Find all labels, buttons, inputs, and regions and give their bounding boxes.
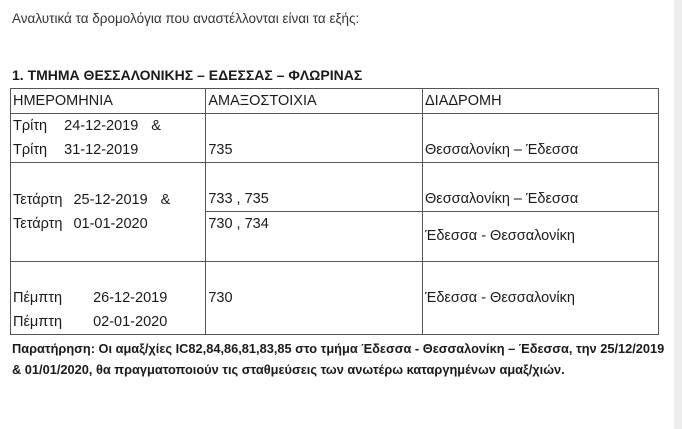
train-cell: 730 — [206, 262, 423, 335]
date-line: Πέμπτη 26-12-2019 — [13, 290, 168, 306]
page-edge-strip — [674, 0, 682, 429]
date-line: Πέμπτη 02-01-2020 — [13, 314, 168, 330]
header-route: ΔΙΑΔΡΟΜΗ — [422, 89, 658, 114]
remark-note: Παρατήρηση: Οι αμαξ/χίες IC82,84,86,81,83,85 στο τμήμα Έδεσσα - Θεσσαλονίκη – Έδεσσα, την 25/12/2019 & 01/01/2020, θα πραγματοποιούν τις σταθμεύσεις των ανωτέρω καταργημένων αμαξ/χιών. — [12, 341, 665, 377]
table-row — [11, 163, 659, 212]
train-cell: 733 , 735 — [206, 163, 423, 212]
route-cell: Θεσσαλονίκη – Έδεσσα — [422, 163, 658, 212]
date-cell — [11, 262, 206, 335]
train-cell: 730 , 734 — [206, 212, 423, 262]
date-cell — [11, 163, 206, 262]
intro-text: Αναλυτικά τα δρομολόγια που αναστέλλονται είναι τα εξής: — [12, 11, 360, 26]
section-heading: 1. ΤΜΗΜΑ ΘΕΣΣΑΛΟΝΙΚΗΣ – ΕΔΕΣΣΑΣ – ΦΛΩΡΙΝΑΣ — [12, 67, 363, 83]
route-cell: Έδεσσα - Θεσσαλονίκη — [422, 262, 658, 335]
table-header-row — [11, 89, 659, 114]
header-train: ΑΜΑΞΟΣΤΟΙΧΙΑ — [206, 89, 423, 114]
date-line: Τετάρτη 01-01-2020 — [13, 216, 148, 232]
date-cell — [11, 114, 206, 163]
date-line: Τετάρτη 25-12-2019 & — [13, 192, 171, 208]
table-row — [11, 262, 659, 335]
header-date: ΗΜΕΡΟΜΗΝΙΑ — [11, 89, 206, 114]
date-line: Τρίτη 24-12-2019 & — [13, 118, 161, 134]
table-row — [11, 114, 659, 163]
route-cell: Θεσσαλονίκη – Έδεσσα — [422, 114, 658, 163]
schedule-table — [10, 88, 659, 335]
train-cell: 735 — [206, 114, 423, 163]
route-cell: Έδεσσα - Θεσσαλονίκη — [422, 212, 658, 262]
date-line: Τρίτη 31-12-2019 — [13, 142, 139, 158]
